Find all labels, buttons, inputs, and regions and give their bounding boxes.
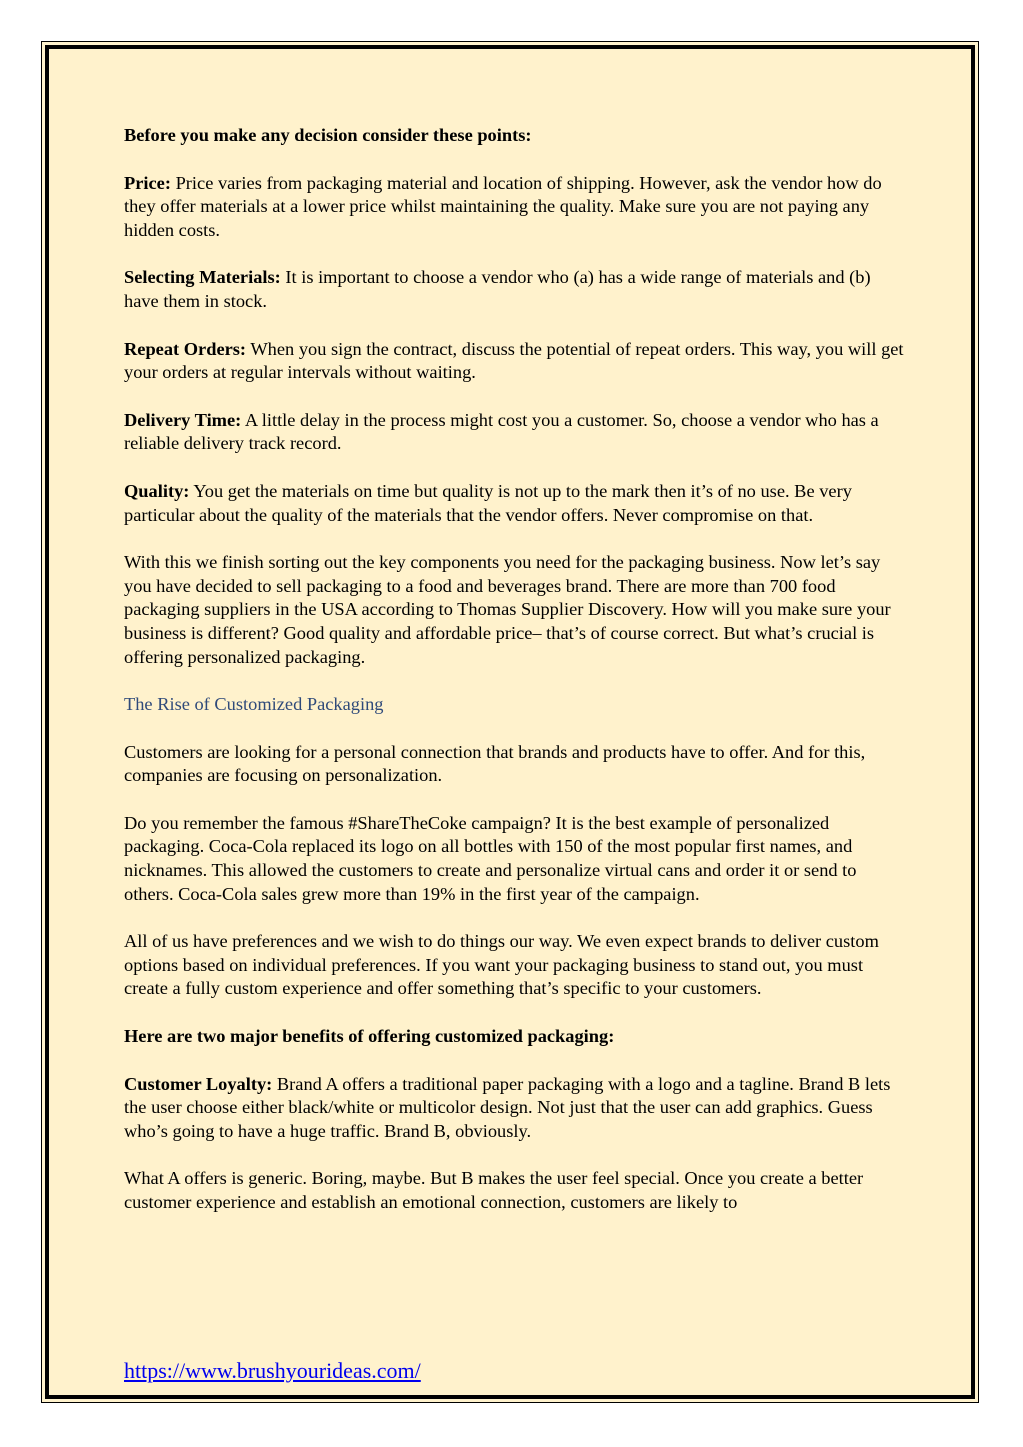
point-text: When you sign the contract, discuss the potential of repeat orders. This way, you will get your orders at regular intervals without waiting. [124,338,904,383]
paragraph-preferences: All of us have preferences and we wish to do things our way. We even expect brands to deliver custom options based on individual preferences. If you want your packaging business to stand out, you must create a fully custom experience and offer something that’s specific to your customers. [124,931,879,999]
footer-website-link[interactable]: https://www.brushyourideas.com/ [124,1358,421,1383]
point-term: Quality: [124,480,190,501]
benefit-customer-loyalty [124,1073,904,1144]
benefits-heading: Here are two major benefits of offering customized packaging: [124,1026,615,1047]
paragraph-generic-vs-special: What A offers is generic. Boring, maybe. But B makes the user feel special. Once you create a better customer experience and establish an emotional connection, customers are likely to [124,1168,864,1212]
point-delivery-time [124,409,904,456]
point-text: Price varies from packaging material and location of shipping. However, ask the vendor how do they offer materials at a lower price whilst maintaining the quality. Make sure you are not paying any hidden costs. [124,172,882,240]
section-heading: The Rise of Customized Packaging [124,694,384,715]
point-term: Selecting Materials: [124,267,281,288]
point-text: You get the materials on time but quality is not up to the mark then it’s of no use. Be very particular about the quality of the materials that the vendor offers. Never compromise on that. [124,480,852,525]
benefit-text: Brand A offers a traditional paper packaging with a logo and a tagline. Brand B lets the user choose either black/white or multicolor design. Not just that the user can add graphics. Guess who’s going to have a huge traffic. Brand B, obviously. [124,1073,891,1141]
point-text: It is important to choose a vendor who (a) has a wide range of materials and (b) have them in stock. [124,267,871,311]
paragraph-personal-connection: Customers are looking for a personal connection that brands and products have to offer. And for this, companies are focusing on personalization. [124,741,866,786]
point-selecting-materials [124,266,904,313]
point-term: Delivery Time: [124,409,242,430]
point-quality [124,480,904,527]
point-text: A little delay in the process might cost you a customer. So, choose a vendor who has a reliable delivery track record. [124,409,879,454]
point-term: Price: [124,172,171,193]
document-body [124,124,904,1239]
paragraph-key-components: With this we finish sorting out the key components you need for the packaging business. Now let’s say you have decided to sell packaging to a food and beverages brand. There are more than 700 food packaging suppliers in the USA according to Thomas Supplier Discovery. How will you make sure your business is different? Good quality and affordable price– that’s of course correct. But what’s crucial is offering personalized packaging. [124,552,891,667]
point-term: Repeat Orders: [124,338,247,359]
paragraph-share-the-coke: Do you remember the famous #ShareTheCoke campaign? It is the best example of personalized packaging. Coca-Cola replaced its logo on all bottles with 150 of the most popular first names, and nicknames. This allowed the customers to create and personalize virtual cans and order it or send to others. Coca-Cola sales grew more than 19% in the first year of the campaign. [124,812,857,904]
point-price [124,172,904,243]
benefit-term: Customer Loyalty: [124,1073,273,1094]
point-repeat-orders [124,338,904,385]
intro-heading: Before you make any decision consider these points: [124,125,532,145]
